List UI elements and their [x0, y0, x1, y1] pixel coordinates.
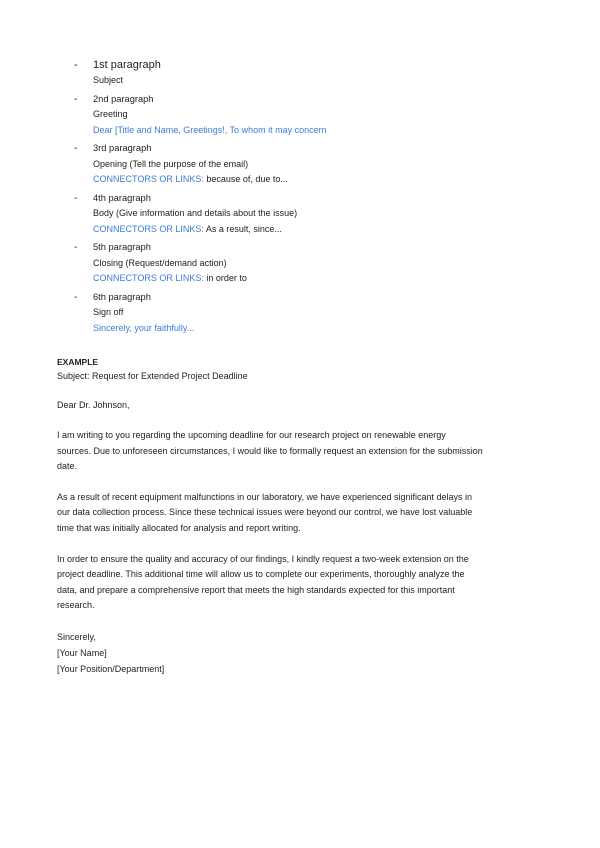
text-line: data, and prepare a comprehensive report that meets the high standards expected for this important [57, 584, 455, 595]
connectors-values: because of, due to... [203, 174, 288, 184]
item-example: Sincerely, your faithfully... [93, 322, 195, 333]
item-description: Body (Give information and details about the issue) [93, 208, 298, 218]
item-example: Dear [Title and Name, Greetings!, To whom it may concern [93, 124, 327, 135]
email-paragraph-opening [57, 428, 547, 475]
text-line: our data collection process. Since these technical issues were beyond our control, we have lost valuable [57, 507, 473, 518]
text-line: time that was initially allocated for analysis and report writing. [57, 522, 301, 533]
connectors-values: As a result, since... [203, 223, 282, 234]
text-line: research. [57, 600, 95, 611]
item-title: 1st paragraph [93, 59, 161, 71]
text-line: date. [57, 461, 78, 472]
signoff-name: [Your Name] [57, 647, 107, 658]
list-item [74, 141, 544, 188]
bullet-dash: - [74, 93, 78, 105]
bullet-dash: - [74, 291, 78, 303]
text-line: I am writing to you regarding the upcoming deadline for our research project on renewable energy [57, 430, 446, 440]
list-item [74, 240, 544, 287]
bullet-dash: - [74, 242, 78, 253]
item-description: Closing (Request/demand action) [93, 257, 227, 268]
email-paragraph-closing [57, 552, 547, 614]
item-description: Greeting [93, 109, 128, 119]
item-description: Opening (Tell the purpose of the email) [93, 158, 249, 169]
connectors-label: CONNECTORS OR LINKS: [93, 174, 204, 184]
signoff-position: [Your Position/Department] [57, 663, 165, 674]
item-description: Subject [93, 75, 124, 85]
email-subject: Subject: Request for Extended Project Deadline [57, 371, 248, 381]
example-email [57, 356, 547, 677]
item-connectors [93, 172, 544, 188]
item-title: 2nd paragraph [93, 93, 154, 104]
text-line: sources. Due to unforeseen circumstances, I would like to formally request an extension for the submission [57, 445, 483, 456]
item-title: 4th paragraph [93, 192, 151, 203]
bullet-dash: - [74, 192, 78, 204]
item-title: 3rd paragraph [93, 143, 152, 153]
connectors-label: CONNECTORS OR LINKS: [93, 223, 204, 234]
example-heading: EXAMPLE [57, 357, 99, 367]
bullet-dash: - [74, 143, 78, 154]
email-signoff [57, 629, 547, 677]
connectors-values: in order to [203, 273, 247, 283]
list-item [74, 92, 544, 139]
text-line: In order to ensure the quality and accuracy of our findings, I kindly request a two-week extension on the [57, 553, 469, 564]
email-structure-outline [74, 57, 544, 336]
item-connectors [93, 271, 544, 287]
email-paragraph-body [57, 490, 547, 537]
connectors-label: CONNECTORS OR LINKS: [93, 273, 204, 283]
list-item [74, 57, 544, 89]
item-description: Sign off [93, 307, 124, 317]
list-item [74, 191, 544, 238]
bullet-dash: - [74, 59, 78, 71]
item-title: 5th paragraph [93, 242, 151, 252]
text-line: As a result of recent equipment malfunctions in our laboratory, we have experienced significant delays in [57, 491, 473, 502]
item-connectors [93, 222, 544, 238]
list-item [74, 290, 544, 337]
email-greeting: Dear Dr. Johnson, [57, 400, 130, 410]
item-title: 6th paragraph [93, 291, 151, 302]
signoff-closing: Sincerely, [57, 631, 96, 642]
text-line: project deadline. This additional time will allow us to complete our experiments, thoroughly analyze the [57, 569, 465, 580]
